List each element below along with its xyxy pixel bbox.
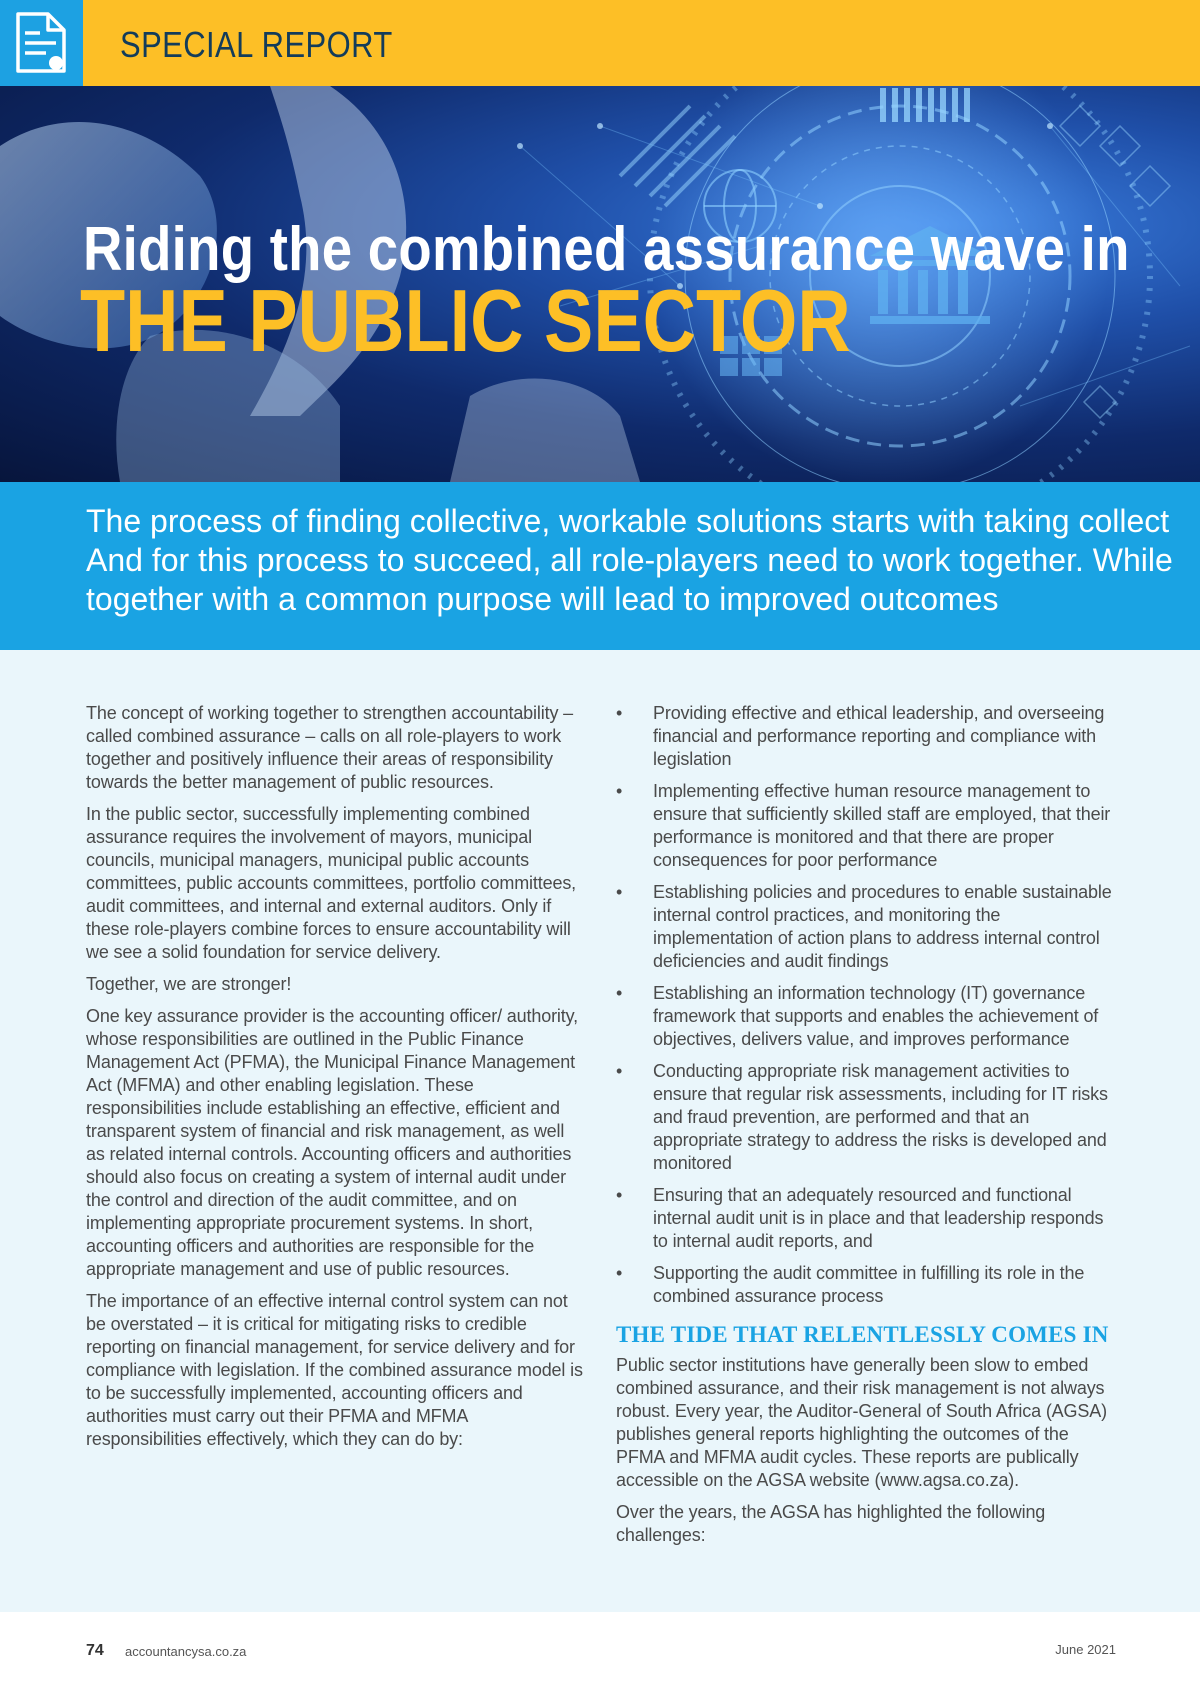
responsibility-list — [616, 702, 1116, 1308]
list-item: • Ensuring that an adequately resourced and functional internal audit unit is in place and that leadership responds to internal audit reports, and — [616, 1184, 1116, 1253]
list-item: • Conducting appropriate risk management activities to ensure that regular risk assessments, including for IT risks and fraud prevention, are performed and that an appropriate strategy to address the risks is developed and monitored — [616, 1060, 1116, 1175]
body-paragraph: The concept of working together to strengthen accountability – called combined assurance – calls on all role-players to work together and positively influence their areas of responsibility towards the better management of public resources. — [86, 703, 574, 792]
list-item: • Supporting the audit committee in fulfilling its role in the combined assurance process — [616, 1262, 1116, 1308]
body-paragraph: Together, we are stronger! — [86, 974, 292, 994]
right-column — [616, 702, 1116, 1556]
left-column — [86, 702, 586, 1460]
page-number: 74 — [86, 1642, 104, 1659]
standfirst-line: And for this process to succeed, all role-players need to work together. While — [86, 542, 1173, 578]
hero-banner — [0, 86, 1200, 482]
body-paragraph: Public sector institutions have generally been slow to embed combined assurance, and their risk management is not always robust. Every year, the Auditor-General of South Africa (AGSA) publishes general reports highlighting the outcomes of the PFMA and MFMA audit cycles. These reports are publically accessible on the AGSA website (www.agsa.co.za). — [616, 1355, 1107, 1490]
body-paragraph: In the public sector, successfully implementing combined assurance requires the involvement of mayors, municipal councils, municipal managers, municipal public accounts committees, public accounts committees, portfolio committees, audit committees, and internal and external auditors. Only if these role-players combine forces to ensure accountability will we see a solid foundation for service delivery. — [86, 804, 577, 962]
section-header-bar — [0, 0, 1200, 86]
standfirst-line: together with a common purpose will lead to improved outcomes — [86, 581, 999, 617]
footer-date: June 2021 — [1055, 1642, 1116, 1657]
section-icon-box — [0, 0, 83, 86]
list-item: • Implementing effective human resource management to ensure that sufficiently skilled staff are employed, that their performance is monitored and that there are proper consequences for poor performance — [616, 780, 1116, 872]
list-item: • Establishing an information technology (IT) governance framework that supports and enables the achievement of objectives, delivers value, and improves performance — [616, 982, 1116, 1051]
headline-line1: Riding the combined assurance wave in — [83, 215, 1130, 284]
list-item: • Establishing policies and procedures to enable sustainable internal control practices, and monitoring the implementation of action plans to address internal control deficiencies and audit findings — [616, 881, 1116, 973]
body-paragraph: One key assurance provider is the accounting officer/ authority, whose responsibilities are outlined in the Public Finance Management Act (PFMA), the Municipal Finance Management Act (MFMA) and other enabling legislation. These responsibilities include establishing an effective, efficient and transparent system of financial and risk management, as well as related internal controls. Accounting officers and authorities should also focus on creating a system of internal audit under the control and direction of the audit committee, and on implementing appropriate procurement systems. In short, accounting officers and authorities are responsible for the appropriate management and use of public resources. — [86, 1006, 579, 1279]
document-icon — [14, 11, 68, 75]
section-label: SPECIAL REPORT — [120, 24, 393, 65]
page-footer — [0, 1612, 1200, 1696]
standfirst-line: The process of finding collective, workable solutions starts with taking collect — [86, 503, 1170, 539]
body-paragraph: The importance of an effective internal control system can not be overstated – it is critical for mitigating risks to credible reporting on financial management, for service delivery and for compliance with legislation. If the combined assurance model is to be successfully implemented, accounting officers and authorities must carry out their PFMA and MFMA responsibilities effectively, which they can do by: — [86, 1291, 583, 1449]
footer-site: accountancysa.co.za — [125, 1644, 247, 1659]
section-subheading: THE TIDE THAT RELENTLESSLY COMES IN — [616, 1322, 1109, 1347]
body-paragraph: Over the years, the AGSA has highlighted the following challenges: — [616, 1502, 1046, 1545]
article-body — [0, 650, 1200, 1612]
standfirst-text — [86, 502, 1173, 619]
standfirst-band — [0, 482, 1200, 650]
list-item: • Providing effective and ethical leadership, and overseeing financial and performance reporting and compliance with legislation — [616, 702, 1116, 771]
headline-line2: THE PUBLIC SECTOR — [80, 271, 851, 370]
